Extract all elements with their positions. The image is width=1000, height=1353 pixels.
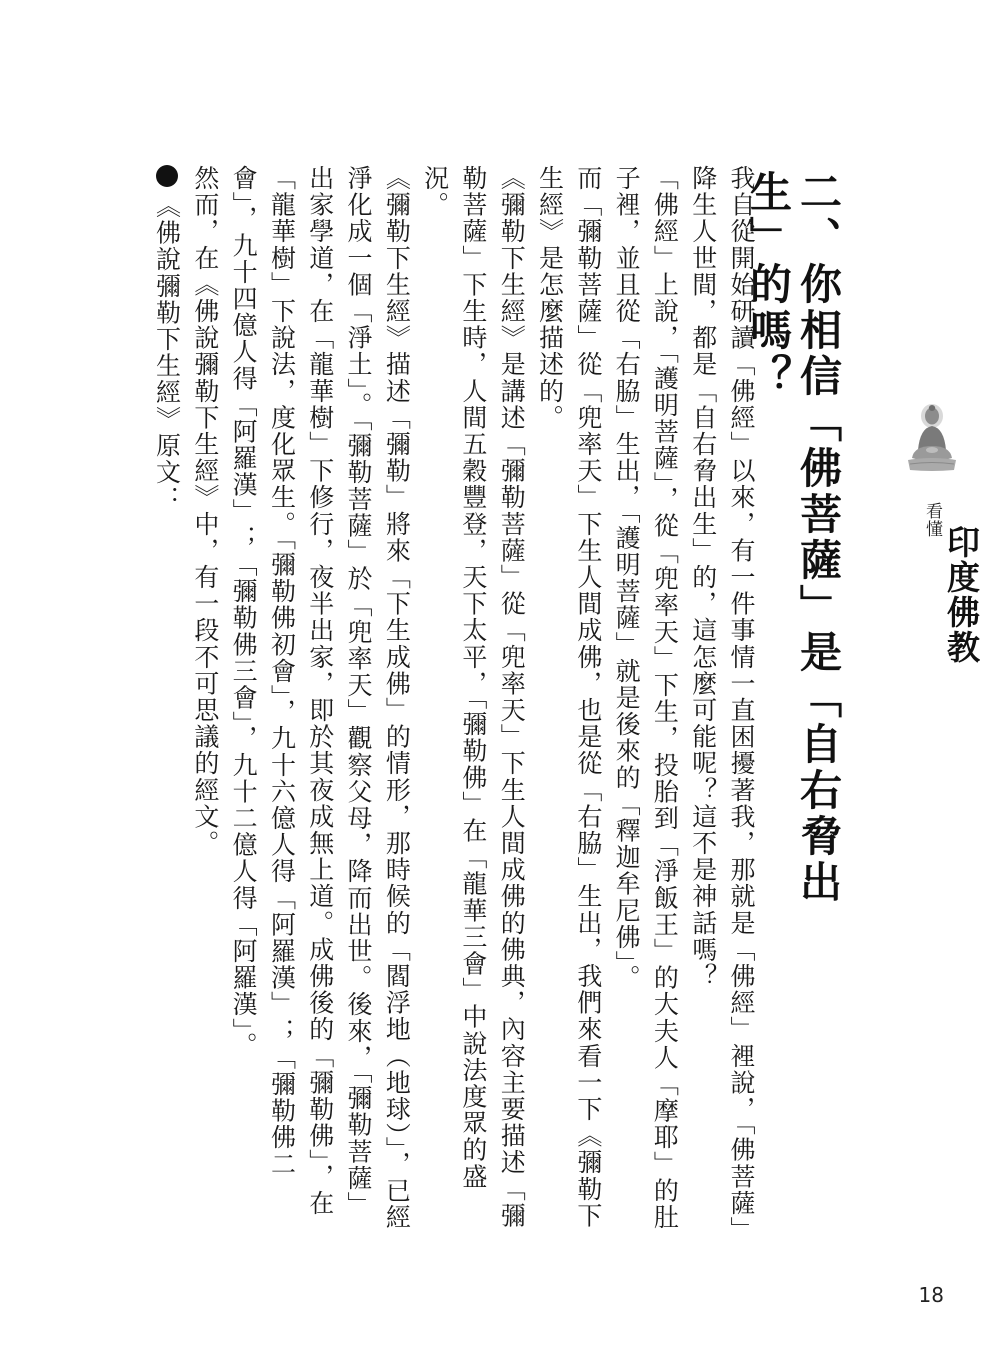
brand-title: 印度佛教 (942, 525, 981, 665)
paragraph-2: 「佛經」上說，「護明菩薩」，從「兜率天」下生，投胎到「淨飯王」的大夫人「摩耶」的肚子裡，並且從「右脇」生出，「護明菩薩」就是後來的「釋迦牟尼佛」。 (612, 165, 680, 1231)
body-text (120, 165, 760, 1240)
paragraph-5: 《彌勒下生經》描述「彌勒」將來「下生成佛」的情形，那時候的「閻浮地（地球）」，已經淨化成一個「淨土」。「彌勒菩薩」於「兜率天」觀察父母，降而出世。後來，「彌勒菩薩」出家學道，在「龍華樹」下修行，夜半出家，即於其夜成無上道。成佛後的「彌勒佛」，在「龍華樹」下說法，度化眾生。「彌勒佛初會」，九十六億人得「阿羅漢」；「彌勒佛二會」，九十四億人得「阿羅漢」；「彌勒佛三會」，九十二億人得「阿羅漢」。 (229, 165, 412, 1231)
quote-heading-line (147, 165, 185, 1240)
paragraph-1: 我自從開始研讀「佛經」以來，有一件事情一直困擾著我，那就是「佛經」裡說，「佛菩薩」降生人世間，都是「自右脅出生」的，這怎麼可能呢？這不是神話嗎？ (688, 165, 756, 1231)
chapter-heading: 二、你相信「佛菩薩」是「自右脅出生」的嗎？ (744, 170, 843, 906)
paragraph-6: 然而，在《佛說彌勒下生經》中，有一段不可思議的經文。 (190, 165, 220, 857)
bullet-icon (156, 165, 178, 187)
page-number: 18 (918, 1283, 944, 1307)
quote-heading: 《佛說彌勒下生經》原文： (152, 193, 182, 513)
paragraph-3: 而「彌勒菩薩」從「兜率天」下生人間成佛，也是從「右脇」生出，我們來看一下《彌勒下生經》是怎麼描述的。 (535, 165, 603, 1229)
paragraph-4: 《彌勒下生經》是講述「彌勒菩薩」從「兜率天」下生人間成佛的佛典，內容主要描述「彌勒菩薩」下生時，人間五穀豐登，天下太平，「彌勒佛」在「龍華三會」中說法度眾的盛況。 (420, 165, 527, 1229)
brand-subtitle: 看懂 (922, 502, 942, 538)
buddha-icon (904, 400, 960, 472)
